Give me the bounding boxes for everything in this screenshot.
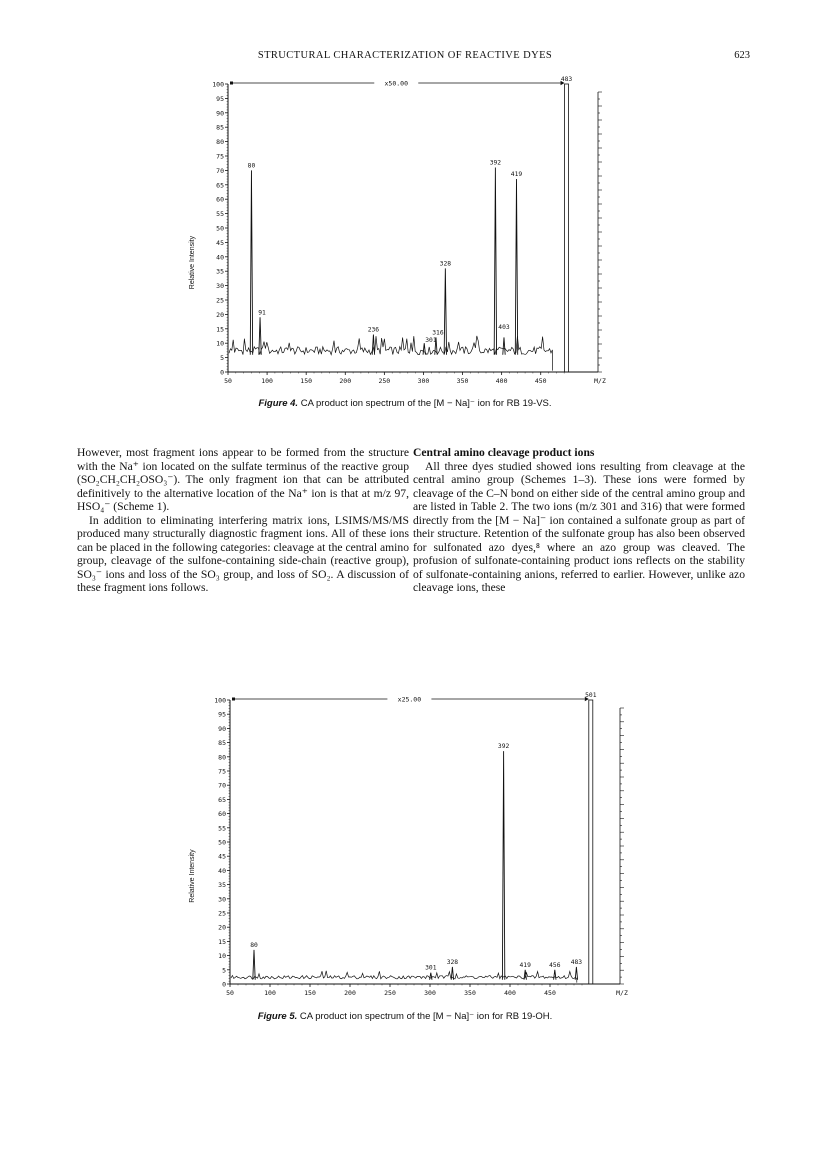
- magnification-label: x25.00: [397, 695, 422, 704]
- peak-80: [250, 170, 252, 354]
- x-tick-label: 50: [226, 989, 234, 997]
- y-tick-label: 90: [218, 724, 226, 733]
- figure-4-spectrum: [180, 76, 630, 398]
- figure-5-caption: [180, 1011, 630, 1022]
- y-tick-label: 60: [216, 195, 224, 204]
- x-tick-label: 50: [224, 377, 232, 385]
- y-tick-label: 25: [216, 296, 224, 305]
- peak-label: 80: [250, 941, 258, 949]
- y-tick-label: 10: [216, 339, 224, 348]
- figure-4-caption-label: Figure 4.: [258, 398, 299, 409]
- y-tick-label: 40: [216, 253, 224, 262]
- body-paragraph: In addition to eliminating interfering matrix ions, LSIMS/MS/MS produced many structurally diagnostic fragment ions. All of these ions can be placed in the following categories: cleavage at the central amino group, cleavage of the sulfone-containing side-chain (reactive group), SO₃⁻ ions and loss of the SO₃ group, and loss of SO₂. A discussion of these fragment ions follows.: [77, 513, 409, 595]
- y-tick-label: 45: [216, 238, 224, 247]
- peak-328: [444, 268, 446, 354]
- peak-456: [554, 970, 556, 980]
- peak-label: 403: [498, 323, 510, 331]
- peak-483: [575, 967, 577, 980]
- y-tick-label: 15: [216, 325, 224, 334]
- peak-label: 301: [425, 337, 437, 345]
- y-axis-label: Relative Intensity: [189, 849, 196, 903]
- x-tick-label: 400: [495, 377, 508, 385]
- x-axis-label: M/Z: [616, 989, 628, 997]
- running-head: [60, 50, 750, 66]
- y-tick-label: 10: [218, 952, 226, 961]
- page-number: 623: [734, 50, 750, 61]
- figure-5-caption-text: CA product ion spectrum of the [M − Na]⁻ ion for RB 19-OH.: [299, 1011, 553, 1022]
- y-tick-label: 65: [218, 795, 226, 804]
- y-tick-label: 0: [222, 980, 226, 989]
- y-tick-label: 15: [218, 937, 226, 946]
- magnification-bar-start: [232, 698, 235, 701]
- x-tick-label: 250: [384, 989, 396, 997]
- peak-419: [515, 179, 517, 355]
- x-tick-label: 350: [456, 377, 469, 385]
- figure-5-spectrum: [180, 692, 630, 1010]
- peak-label: 328: [439, 260, 452, 268]
- y-tick-label: 5: [222, 966, 226, 975]
- y-tick-label: 20: [218, 923, 226, 932]
- peak-label: 301: [425, 964, 437, 972]
- y-tick-label: 50: [218, 838, 226, 847]
- x-tick-label: 100: [261, 377, 273, 385]
- magnification-label: x50.00: [384, 79, 409, 88]
- figure-5-caption-label: Figure 5.: [257, 1011, 298, 1022]
- y-tick-label: 100: [214, 696, 226, 705]
- y-tick-label: 55: [216, 210, 224, 219]
- peak-label: 501: [585, 692, 597, 699]
- peak-419: [524, 970, 526, 980]
- y-tick-label: 50: [216, 224, 224, 233]
- y-tick-label: 100: [212, 80, 224, 89]
- peak-392: [502, 751, 504, 980]
- body-column-left: [77, 446, 409, 595]
- y-tick-label: 35: [218, 881, 226, 890]
- peak-label: 392: [497, 743, 510, 751]
- y-tick-label: 20: [216, 310, 224, 319]
- figure-4: [180, 76, 630, 398]
- peak-501: [589, 700, 593, 984]
- y-tick-label: 80: [216, 138, 224, 147]
- peak-label: 328: [446, 958, 459, 966]
- y-tick-label: 25: [218, 909, 226, 918]
- x-tick-label: 300: [417, 377, 430, 385]
- body-paragraph: All three dyes studied showed ions resulting from cleavage at the central amino group (Schemes 1–3). These ions were formed by cleavage of the C–N bond on either side of the central amino group and are listed in Table 2. The two ions (m/z 301 and 316) that were formed directly from the [M − Na]⁻ ion contained a sulfonate group as part of their structure. Retention of the sulfonate group has also been observed for sulfonated azo dyes,⁸ where an azo group was cleaved. The profusion of sulfonate-containing product ions reflects on the stability of sulfonate-containing anions, referred to earlier. However, unlike azo cleavage ions, these: [413, 459, 745, 595]
- x-tick-label: 100: [264, 989, 276, 997]
- peak-label: 456: [549, 961, 561, 969]
- peak-392: [494, 168, 496, 355]
- y-tick-label: 30: [218, 895, 226, 904]
- x-tick-label: 300: [424, 989, 436, 997]
- y-tick-label: 95: [218, 710, 226, 719]
- x-tick-label: 150: [304, 989, 316, 997]
- y-tick-label: 35: [216, 267, 224, 276]
- y-tick-label: 85: [218, 739, 226, 748]
- y-tick-label: 75: [218, 767, 226, 776]
- running-title: STRUCTURAL CHARACTERIZATION OF REACTIVE DYES: [257, 50, 553, 61]
- x-tick-label: 450: [544, 989, 556, 997]
- magnification-bar-start: [230, 82, 233, 85]
- y-tick-label: 85: [216, 123, 224, 132]
- y-tick-label: 40: [218, 866, 226, 875]
- peak-label: 419: [519, 961, 531, 969]
- x-tick-label: 200: [339, 377, 352, 385]
- y-tick-label: 65: [216, 181, 224, 190]
- peak-236: [372, 335, 374, 355]
- y-tick-label: 95: [216, 94, 224, 103]
- body-paragraph: However, most fragment ions appear to be formed from the structure with the Na⁺ ion located on the sulfate terminus of the reactive group (SO₂CH₂CH₂OSO₃⁻). The only fragment ion that can be attributed definitively to the alternative location of the Na⁺ ion is that at m/z 97, HSO₄⁻ (Scheme 1).: [77, 446, 409, 514]
- body-column-right: [413, 446, 745, 595]
- y-tick-label: 0: [220, 368, 224, 377]
- x-tick-label: 450: [534, 377, 547, 385]
- peak-label: 316: [432, 329, 444, 337]
- x-axis-label: M/Z: [594, 377, 606, 385]
- y-tick-label: 70: [216, 166, 224, 175]
- peak-91: [259, 317, 261, 354]
- y-tick-label: 45: [218, 852, 226, 861]
- y-tick-label: 5: [220, 354, 224, 363]
- y-tick-label: 60: [218, 810, 226, 819]
- y-tick-label: 90: [216, 109, 224, 118]
- x-tick-label: 250: [378, 377, 391, 385]
- figure-4-caption: [180, 398, 630, 409]
- y-tick-label: 55: [218, 824, 226, 833]
- peak-label: 236: [367, 326, 380, 334]
- peak-label: 392: [489, 159, 502, 167]
- x-tick-label: 350: [464, 989, 476, 997]
- peak-label: 91: [258, 309, 266, 317]
- x-tick-label: 150: [300, 377, 313, 385]
- x-tick-label: 200: [344, 989, 356, 997]
- peak-301: [423, 343, 425, 355]
- peak-301: [430, 973, 432, 980]
- peak-label: 80: [247, 162, 256, 170]
- peak-80: [253, 950, 255, 980]
- y-tick-label: 30: [216, 282, 224, 291]
- peak-label: 483: [560, 76, 573, 83]
- y-tick-label: 75: [216, 152, 224, 161]
- peak-403: [503, 337, 505, 354]
- y-tick-label: 80: [218, 753, 226, 762]
- peak-label: 419: [510, 171, 523, 179]
- peak-label: 483: [570, 958, 583, 966]
- figure-5: [180, 692, 630, 1010]
- section-heading: Central amino cleavage product ions: [413, 446, 595, 459]
- x-tick-label: 400: [504, 989, 516, 997]
- y-axis-label: Relative Intensity: [189, 235, 196, 290]
- y-tick-label: 70: [218, 781, 226, 790]
- figure-4-caption-text: CA product ion spectrum of the [M − Na]⁻ ion for RB 19-VS.: [300, 398, 552, 409]
- peak-483: [565, 84, 569, 372]
